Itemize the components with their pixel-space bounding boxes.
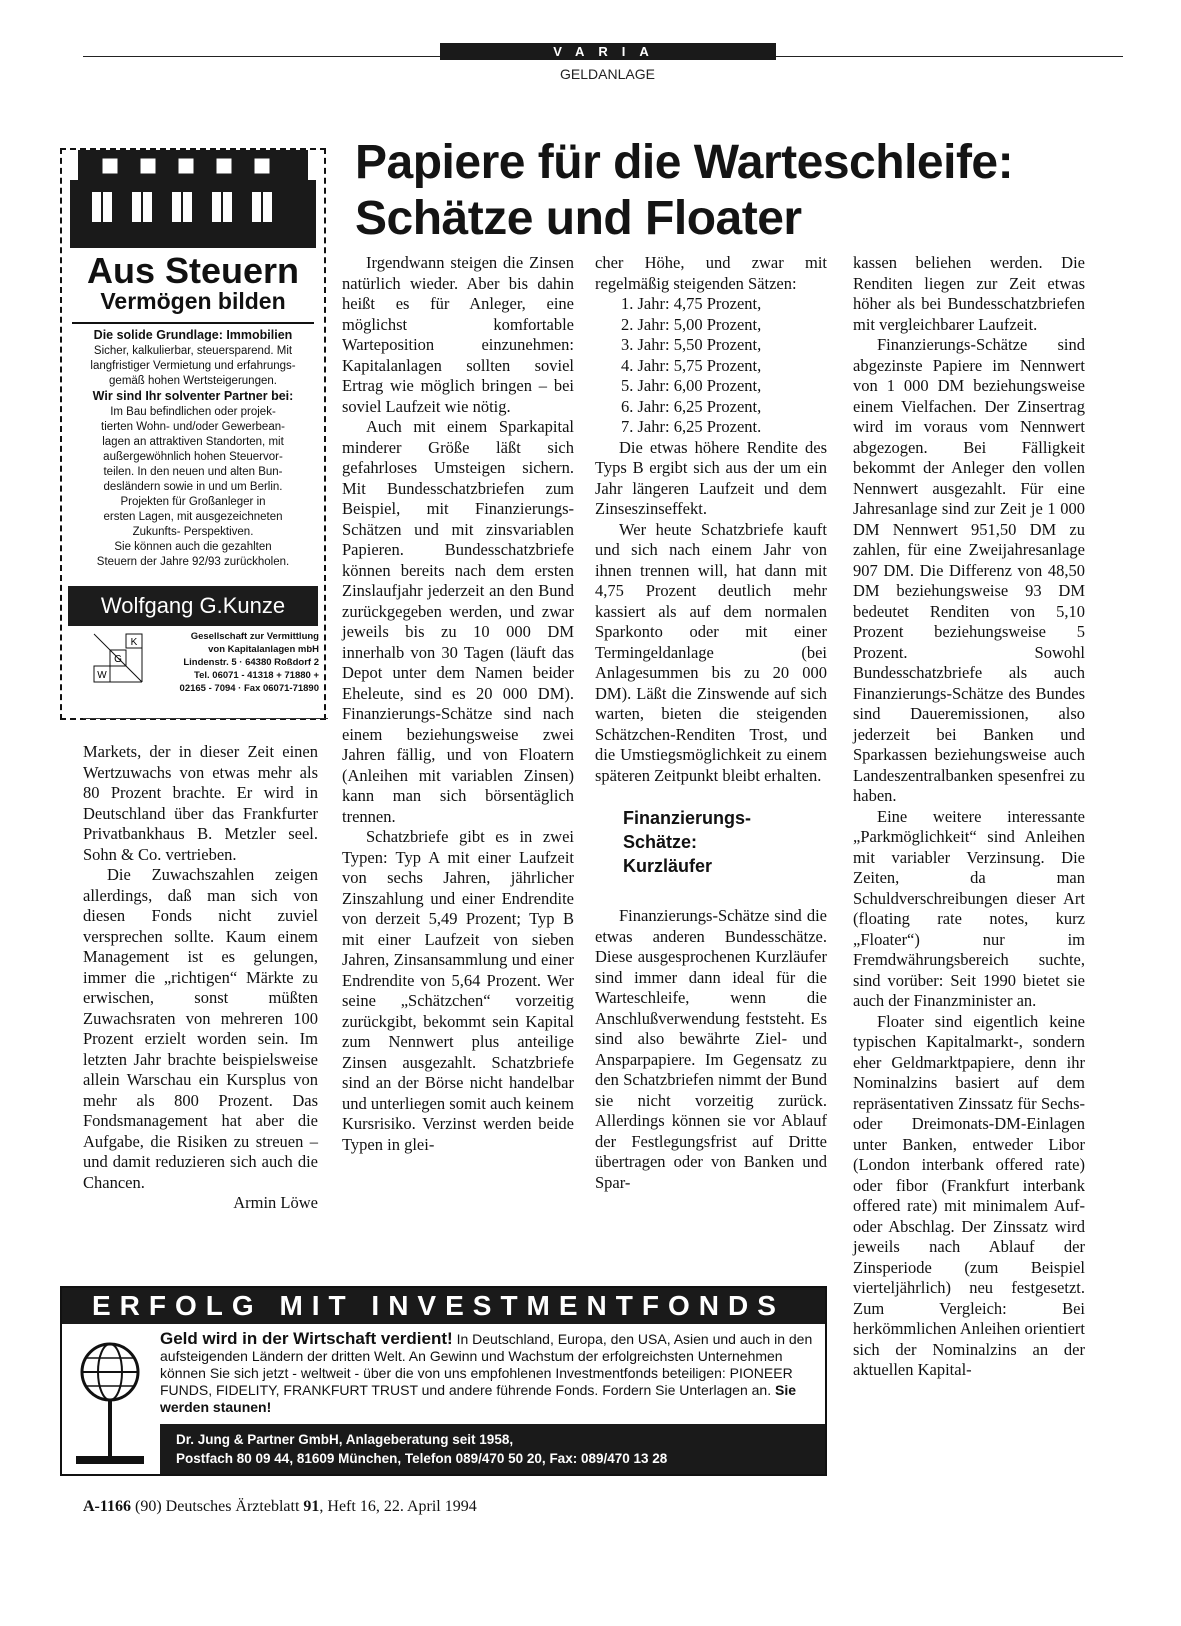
author-byline: Armin Löwe (233, 1193, 318, 1212)
page-footer (83, 1498, 477, 1516)
ad-kunze-title: Aus Steuern (86, 250, 300, 291)
ad-line: Projekten für Großanleger in (120, 496, 266, 508)
section-banner: VARIA (440, 43, 776, 60)
paragraph: Irgendwann steigen die Zinsen natürlich wieder. Aber bis dahin heißt es für Anleger, eine möglichst komfortable Warteposition einzunehmen: Kapitalanlagen sollten soviel Ertrag wie möglich bringen – bei soviel Laufzeit wie nötig. (342, 253, 574, 416)
headline-line-2: Schätze und Floater (355, 192, 802, 245)
ad-fonds-cta: Sie werden staunen! (160, 1382, 796, 1415)
paragraph: Die etwas höhere Rendite des Typs B ergibt sich aus der um ein Jahr längeren Laufzeit und dem Zinseszinseffekt. (595, 437, 827, 518)
section-label: GELDANLAGE (560, 66, 655, 82)
interest-rate-list (595, 294, 827, 438)
page-number: A-1166 (83, 1498, 131, 1515)
ad-line: tierten Wohn- und/oder Gewerbean- (101, 421, 285, 433)
rate-item: 7. Jahr: 6,25 Prozent. (621, 417, 762, 436)
rate-item: 4. Jahr: 5,75 Prozent, (621, 355, 762, 375)
svg-text:K: K (130, 637, 138, 648)
svg-text:W: W (97, 670, 107, 681)
paragraph: Floater sind eigentlich keine typischen Kapitalmarkt-, sondern eher Geldmarktpapiere, denn ihr Nominalzins basiert auf dem repräsentativen Zinssatz für Sechs- oder Dreimonats-DM-Einlagen unter Banken, entweder Libor (London interbank offered rate) oder fibor (Frankfurt interbank offered rate) mit minimalem Auf- oder Abschlag. Der Zinssatz wird jeweils nach Ablauf der Zinsperiode (zum Beispiel vierteljährlich) neu festgesetzt. Zum Vergleich: Bei herkömmlichen Anleihen orientiert sich der Nominalzins an der aktuellen Kapital- (853, 1011, 1085, 1379)
article-column-2 (342, 253, 574, 1155)
ad-fonds-headline: Geld wird in der Wirtschaft verdient! (160, 1329, 453, 1348)
paragraph: kassen beliehen werden. Die Renditen liegen zur Zeit etwas höher als bei Bundesschatzbriefen mit vergleichbarer Laufzeit. (853, 253, 1085, 334)
headline-line-1: Papiere für die Warteschleife: (355, 136, 1014, 189)
ad-line: lagen an attraktiven Standorten, mit (102, 436, 284, 448)
paragraph: Die Zuwachszahlen zeigen allerdings, daß man sich von diesen Fonds nicht zuviel versprechen sollte. Kaum einem Management ist es gelungen, immer die „richtigen“ Märkte zu erwischen, sonst müßten Zuwachsraten von mehreren 100 Prozent erzielt worden sein. Im letzten Jahr brachte beispielsweise allein Warschau ein Kursplus von mehr als 800 Prozent. Das Fondsmanagement hat aber die Aufgabe, die Risiken zu streuen – und damit reduzieren sich auch die Chancen. (83, 865, 318, 1192)
ad-kunze-subtitle: Vermögen bilden (100, 288, 286, 314)
paragraph: Markets, der in dieser Zeit einen Wertzuwachs von etwas mehr als 80 Prozent brachte. Er wird in Deutschland über das Frankfurter Privatbankhaus B. Metzler seel. Sohn & Co. vertrieben. (83, 742, 318, 864)
ad-contact-line: Dr. Jung & Partner GmbH, Anlageberatung seit 1958, (176, 1432, 514, 1447)
ad-kunze-name-banner: Wolfgang G.Kunze (68, 586, 318, 626)
ad-fonds-body: In Deutschland, Europa, den USA, Asien und auch in den aufsteigenden Ländern der dritten Welt. An Gewinn und Wachstum der erfolgreichsten Unternehmen können Sie sich jetzt - weltweit - über die von uns empfohlenen Investmentfonds beteiligen: PIONEER FUNDS, FIDELITY, FRANKFURT TRUST und andere führende Fonds. Fordern Sie Unterlagen an. (160, 1331, 813, 1398)
article-column-4 (853, 253, 1085, 1381)
ad-fonds-text (160, 1330, 825, 1416)
rate-item: 6. Jahr: 6,25 Prozent, (621, 396, 762, 416)
section-subheading: Finanzierungs- Schätze: Kurzläufer (623, 808, 752, 876)
ad-line: gemäß hohen Wertsteigerungen. (109, 375, 277, 387)
ad-fonds-contact (160, 1424, 825, 1474)
ad-line: langfristiger Vermietung und erfahrungs- (90, 360, 296, 372)
footer-volume: 91 (303, 1498, 320, 1515)
footer-journal: (90) Deutsches Ärzteblatt (135, 1498, 300, 1515)
ad-line: Wir sind Ihr solventer Partner bei: (92, 389, 294, 403)
paragraph: Auch mit einem Sparkapital minderer Größe läßt sich gefahrloses Umsteigen sichern. Mit Bundesschatzbriefen zum Beispiel, mit Finanzierungs-Schätzen und mit zinsvariablen Papieren. Bundesschatzbriefe können bereits nach dem ersten Zinslaufjahr jederzeit an den Bund zurückgegeben werden, und zwar jeweils bis zu 10 000 DM innerhalb von 30 Tagen (läuft das Depot unter dem Namen beider Eheleute, sind es 20 000 DM). Finanzierungs-Schätze sind nach einem beziehungsweise zwei Jahren fällig, und von Floatern (Anleihen mit variablen Zinsen) kann man sich börsentäglich trennen. (342, 417, 574, 826)
ad-contact-line: Postfach 80 09 44, 81609 München, Telefon 089/470 50 20, Fax: 089/470 13 28 (176, 1451, 668, 1466)
ad-line: Sie können auch die gezahlten (114, 541, 272, 553)
ad-address-line: Gesellschaft zur Vermittlung (190, 631, 319, 642)
rate-item: 1. Jahr: 4,75 Prozent, (621, 294, 762, 313)
ad-address-line: 02165 - 7094 · Fax 06071-71890 (179, 683, 319, 694)
ad-line: Steuern der Jahre 92/93 zurückholen. (96, 556, 290, 568)
ad-kunze-address (167, 630, 319, 695)
globe-logo-icon (70, 1332, 150, 1472)
paragraph: Wer heute Schatzbriefe kauft und sich nach einem Jahr von ihnen trennen will, hat dann mit 4,75 Prozent deutlich mehr kassiert als auf dem normalen Sparkonto oder mit einer Termingeldanlage (bei Anlagesummen bis zu 20 000 DM). Läßt die Zinswende auf sich warten, bieten die steigenden Schätzchen-Renditen Trost, und die Umstiegsmöglichkeit zu einem späteren Zeitpunkt bleibt erhalten. (595, 519, 827, 785)
paragraph: Finanzierungs-Schätze sind die etwas anderen Bundesschätze. Diese ausgesprochenen Kurzläufer sind immer dann ideal für die Warteschleife, wenn die Anschlußverwendung feststeht. Es sind also bewährte Ziel- und Ansparpapiere. Im Gegensatz zu den Schatzbriefen nimmt der Bund sie nicht vorzeitig zurück. Allerdings können sie vor Ablauf der Festlegungsfrist auf Dritte übertragen oder von Banken und Spar- (595, 906, 827, 1192)
ad-kunze-divider (72, 322, 314, 324)
ad-line: Sicher, kalkulierbar, steuersparend. Mit (93, 345, 293, 357)
ad-line: Zukunfts- Perspektiven. (132, 526, 254, 538)
rate-item: 2. Jahr: 5,00 Prozent, (621, 314, 762, 334)
advertisement-kunze (60, 148, 326, 720)
ad-fonds-banner: ERFOLG MIT INVESTMENTFONDS (62, 1288, 825, 1324)
paragraph: cher Höhe, und zwar mit regelmäßig steigenden Sätzen: (595, 253, 827, 293)
rate-item: 5. Jahr: 6,00 Prozent, (621, 376, 762, 395)
advertisement-investmentfonds (60, 1286, 827, 1476)
ad-kunze-body (68, 328, 318, 570)
footer-issue: , Heft 16, 22. April 1994 (319, 1498, 477, 1515)
paragraph: Eine weitere interessante „Parkmöglichkeit“ sind Anleihen mit variabler Verzinsung. Die Zeiten, da man Schuldverschreibungen dieser Art (floating rate notes, kurz „Floater“) nur im Fremdwährungsbereich suchte, sind vorüber: Seit 1990 bietet sie auch der Finanzminister an. (853, 806, 1085, 1010)
article-headline (355, 135, 1135, 247)
ad-address-line: von Kapitalanlagen mbH (208, 644, 319, 655)
ad-line: Die solide Grundlage: Immobilien (93, 328, 293, 342)
ad-line: außergewöhnlich hohen Steuervor- (103, 451, 283, 463)
ad-line: desländern sowie in und um Berlin. (103, 481, 283, 493)
paragraph: Finanzierungs-Schätze sind abgezinste Papiere im Nennwert von 1 000 DM beziehungsweise einem Vielfachen. Der Zinsertrag wird im voraus vom Nennwert abgezogen. Bei Fälligkeit bekommt der Anleger den vollen Nennwert ausgezahlt. Für eine Jahresanlage sind zur Zeit je 1 000 DM Nennwert 951,50 DM zu zahlen, für eine Zweijahresanlage 907 DM. Die Differenz von 48,50 DM beziehungsweise 93 DM bedeutet Renditen von 5,10 Prozent beziehungsweise 5 Prozent. Sowohl Bundesschatzbriefe als auch Finanzierungs-Schätze des Bundes sind Daueremissionen, also jederzeit bei Banken und Sparkassen beziehungsweise auch Landeszentralbanken spesenfrei zu haben. (853, 335, 1085, 805)
ad-address-line: Lindenstr. 5 · 64380 Roßdorf 2 (183, 657, 319, 668)
ad-address-line: Tel. 06071 - 41318 + 71880 + (193, 670, 319, 681)
ad-line: ersten Lagen, mit ausgezeichneten (103, 511, 283, 523)
article-column-3 (595, 253, 827, 1193)
ad-line: teilen. In den neuen und alten Bun- (103, 466, 283, 478)
svg-text:G: G (114, 654, 122, 665)
kgw-logo-icon (90, 632, 166, 686)
paragraph: Schatzbriefe gibt es in zwei Typen: Typ A mit einer Laufzeit von sechs Jahren, jährlicher Zinszahlung und einer Endrendite von derzeit 5,49 Prozent; Typ B mit einer Laufzeit von sieben Jahren, Zinsansammlung und einer Endrendite von 5,64 Prozent. Wer seine „Schätzchen“ vorzeitig zurückgibt, bekommt sein Kapital zum Nennwert plus anteilige Zinsen ausgezahlt. Schatzbriefe sind an der Börse nicht handelbar und unterliegen somit auch keinem Kursrisiko. Verzinst werden beide Typen in glei- (342, 827, 574, 1154)
column-divider (83, 718, 328, 719)
rate-item: 3. Jahr: 5,50 Prozent, (621, 335, 762, 354)
ad-line: Im Bau befindlichen oder projek- (110, 406, 276, 418)
article-column-1 (83, 742, 318, 1214)
